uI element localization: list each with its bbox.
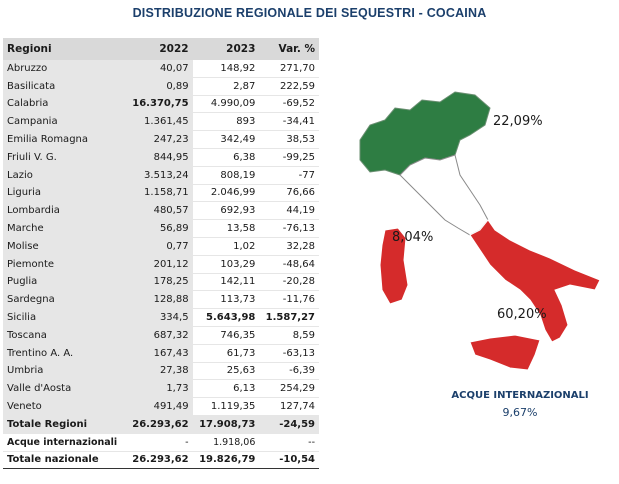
table-row — [3, 344, 319, 362]
row-label: Puglia — [3, 273, 126, 291]
acque-internazionali-percentage: 9,67% — [502, 406, 538, 419]
cell-2023: 13,58 — [193, 220, 260, 238]
table-row — [3, 60, 319, 77]
cell-2023: 2.046,99 — [193, 184, 260, 202]
cell-2023: 113,73 — [193, 291, 260, 309]
cell-2022: 491,49 — [126, 398, 193, 416]
row-label: Basilicata — [3, 77, 126, 95]
cell-2023: 148,92 — [193, 60, 260, 77]
cell-2022: 480,57 — [126, 202, 193, 220]
table-row — [3, 95, 319, 113]
row-label: Lombardia — [3, 202, 126, 220]
row-label: Marche — [3, 220, 126, 238]
cell-2023: 893 — [193, 113, 260, 131]
row-label: Liguria — [3, 184, 126, 202]
cell-var: 44,19 — [259, 202, 319, 220]
cell-2022: 247,23 — [126, 131, 193, 149]
cell-var: 127,74 — [259, 398, 319, 416]
seizures-table — [3, 38, 319, 469]
row-label: Abruzzo — [3, 60, 126, 77]
row-label: Campania — [3, 113, 126, 131]
cell-var: -69,52 — [259, 95, 319, 113]
cell-2022: 26.293,62 — [126, 451, 193, 469]
cell-2023: 103,29 — [193, 255, 260, 273]
cell-var: 1.587,27 — [259, 309, 319, 327]
row-label: Veneto — [3, 398, 126, 416]
totale-regioni-row — [3, 415, 319, 433]
table-row — [3, 398, 319, 416]
table-row — [3, 326, 319, 344]
cell-2022: 334,5 — [126, 309, 193, 327]
table-row — [3, 184, 319, 202]
cell-var: -6,39 — [259, 362, 319, 380]
cell-var: -99,25 — [259, 148, 319, 166]
cell-var: -48,64 — [259, 255, 319, 273]
table-row — [3, 113, 319, 131]
cell-2022: 0,77 — [126, 237, 193, 255]
map-sicily — [470, 335, 540, 370]
table-row — [3, 148, 319, 166]
cell-var: 38,53 — [259, 131, 319, 149]
table-row — [3, 237, 319, 255]
row-label: Lazio — [3, 166, 126, 184]
cell-2023: 1.119,35 — [193, 398, 260, 416]
row-label: Piemonte — [3, 255, 126, 273]
table-row — [3, 77, 319, 95]
center-percentage: 8,04% — [392, 230, 434, 245]
cell-2022: 26.293,62 — [126, 415, 193, 433]
cell-2022: 56,89 — [126, 220, 193, 238]
cell-2022: 687,32 — [126, 326, 193, 344]
cell-2022: 128,88 — [126, 291, 193, 309]
page-title: DISTRIBUZIONE REGIONALE DEI SEQUESTRI - COCAINA — [132, 6, 487, 20]
cell-2022: 27,38 — [126, 362, 193, 380]
row-label: Molise — [3, 237, 126, 255]
acque-row — [3, 433, 319, 451]
table-row — [3, 273, 319, 291]
cell-2023: 342,49 — [193, 131, 260, 149]
cell-var: -20,28 — [259, 273, 319, 291]
italy-map — [330, 80, 615, 380]
cell-2022: 201,12 — [126, 255, 193, 273]
cell-2022: - — [126, 433, 193, 451]
map-south-region — [470, 220, 600, 342]
cell-var: -10,54 — [259, 451, 319, 469]
cell-2022: 844,95 — [126, 148, 193, 166]
acque-internazionali-label: ACQUE INTERNAZIONALI — [451, 390, 589, 401]
cell-var: -63,13 — [259, 344, 319, 362]
cell-2022: 40,07 — [126, 60, 193, 77]
header-2023: 2023 — [193, 38, 260, 60]
cell-2022: 178,25 — [126, 273, 193, 291]
cell-2023: 692,93 — [193, 202, 260, 220]
table-header-row — [3, 38, 319, 60]
cell-2022: 1,73 — [126, 380, 193, 398]
cell-var: -- — [259, 433, 319, 451]
north-percentage: 22,09% — [493, 114, 543, 129]
cell-var: -76,13 — [259, 220, 319, 238]
header-regioni: Regioni — [3, 38, 126, 60]
row-label: Totale nazionale — [3, 451, 126, 469]
cell-2023: 142,11 — [193, 273, 260, 291]
cell-var: -11,76 — [259, 291, 319, 309]
cell-2023: 25,63 — [193, 362, 260, 380]
table-row — [3, 166, 319, 184]
cell-2022: 1.361,45 — [126, 113, 193, 131]
cell-2023: 746,35 — [193, 326, 260, 344]
cell-var: 254,29 — [259, 380, 319, 398]
row-label: Umbria — [3, 362, 126, 380]
table-row — [3, 380, 319, 398]
cell-var: 76,66 — [259, 184, 319, 202]
cell-2022: 0,89 — [126, 77, 193, 95]
cell-var: -77 — [259, 166, 319, 184]
cell-2022: 3.513,24 — [126, 166, 193, 184]
table-row — [3, 255, 319, 273]
cell-2023: 2,87 — [193, 77, 260, 95]
header-var: Var. % — [259, 38, 319, 60]
cell-var: -34,41 — [259, 113, 319, 131]
cell-2023: 4.990,09 — [193, 95, 260, 113]
cell-2023: 61,73 — [193, 344, 260, 362]
cell-2023: 17.908,73 — [193, 415, 260, 433]
table-row — [3, 220, 319, 238]
header-2022: 2022 — [126, 38, 193, 60]
cell-2023: 19.826,79 — [193, 451, 260, 469]
cell-2023: 6,13 — [193, 380, 260, 398]
map-center-region — [400, 155, 488, 235]
cell-2022: 1.158,71 — [126, 184, 193, 202]
table-row — [3, 362, 319, 380]
table-row — [3, 202, 319, 220]
cell-2023: 5.643,98 — [193, 309, 260, 327]
row-label: Valle d'Aosta — [3, 380, 126, 398]
table-row — [3, 131, 319, 149]
table-row — [3, 291, 319, 309]
row-label: Calabria — [3, 95, 126, 113]
cell-2023: 808,19 — [193, 166, 260, 184]
row-label: Totale Regioni — [3, 415, 126, 433]
row-label: Emilia Romagna — [3, 131, 126, 149]
row-label: Friuli V. G. — [3, 148, 126, 166]
cell-var: 222,59 — [259, 77, 319, 95]
cell-2022: 167,43 — [126, 344, 193, 362]
totale-nazionale-row — [3, 451, 319, 469]
table-row — [3, 309, 319, 327]
cell-2023: 1,02 — [193, 237, 260, 255]
cell-2022: 16.370,75 — [126, 95, 193, 113]
cell-2023: 1.918,06 — [193, 433, 260, 451]
row-label: Acque internazionali — [3, 433, 126, 451]
cell-2023: 6,38 — [193, 148, 260, 166]
row-label: Sardegna — [3, 291, 126, 309]
south-percentage: 60,20% — [497, 307, 547, 322]
cell-var: 8,59 — [259, 326, 319, 344]
row-label: Toscana — [3, 326, 126, 344]
cell-var: -24,59 — [259, 415, 319, 433]
row-label: Trentino A. A. — [3, 344, 126, 362]
cell-var: 32,28 — [259, 237, 319, 255]
row-label: Sicilia — [3, 309, 126, 327]
cell-var: 271,70 — [259, 60, 319, 77]
